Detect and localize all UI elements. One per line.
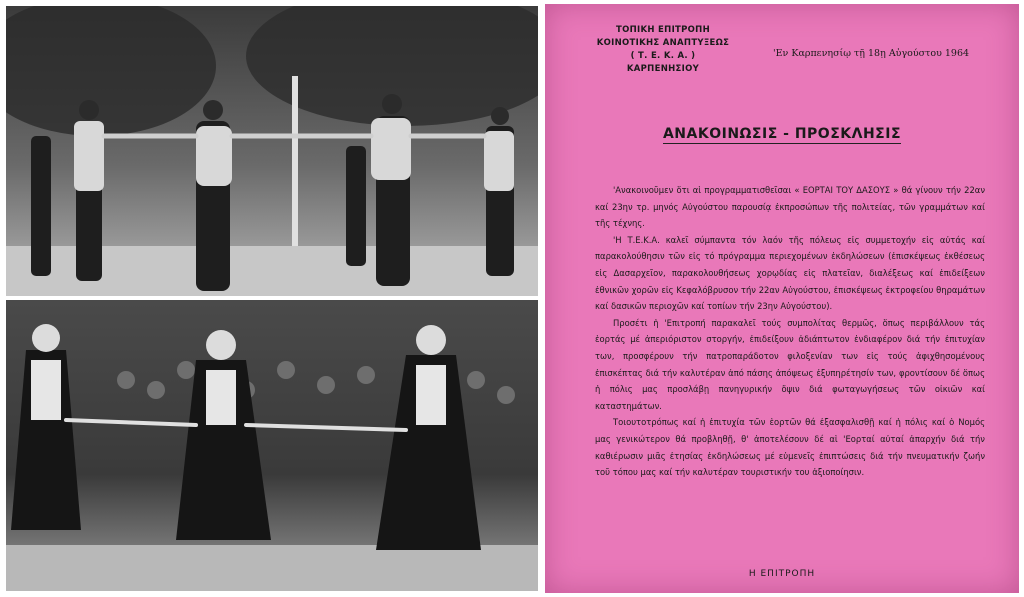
document-title — [545, 126, 1019, 142]
signature: Η ΕΠΙΤΡΟΠΗ — [748, 569, 816, 579]
announcement-document — [545, 4, 1019, 593]
photo-traditional-dancers — [6, 300, 538, 591]
photo-outdoor-dance-image — [6, 6, 538, 296]
body-paragraph: Τοιουτοτρόπως καί ἡ ἐπιτυχία τῶν ἑορτῶν θά ἐξασφαλισθῇ καί ἡ πόλις καί ὁ Νομός μας γενικώτερον θά προβληθῇ, θ' ἀποτελέσουν δέ αἱ 'Εορταί αὐταί ἀπαρχήν διά τήν καθιέρωσιν μιᾶς ἐτησίας ἐκδηλώσεως μέ εὐμενεῖς ἐπιπτώσεις διά τήν πνευματικήν ζωήν τοῦ τόπου μας καί τήν καλυτέραν τουριστικήν του ἀξιοποίησιν. — [595, 417, 985, 478]
document-date: 'Εν Καρπενησίῳ τῇ 18ῃ Αὐγούστου 1964 — [773, 48, 970, 59]
photo-outdoor-dance — [6, 6, 538, 296]
org-line: ΚΑΡΠΕΝΗΣΙΟΥ — [626, 64, 700, 74]
org-line: ΤΟΠΙΚΗ ΕΠΙΤΡΟΠΗ — [615, 25, 711, 35]
issuing-committee-header — [593, 24, 733, 76]
body-paragraph: 'Ανακοινοῦμεν ὅτι αἱ προγραμματισθεῖσαι « ΕΟΡΤΑΙ ΤΟΥ ΔΑΣΟΥΣ » θά γίνουν τήν 22αν καί 23ην τρ. μηνός Αὐγούστου παρουσίᾳ ἐκπροσώπων τῆς πολιτείας, τῶν γραμμάτων καί τῆς τέχνης. — [595, 185, 985, 229]
org-line: ( Τ. Ε. Κ. Α. ) — [630, 51, 696, 61]
document-title-text: ΑΝΑΚΟΙΝΩΣΙΣ - ΠΡΟΣΚΛΗΣΙΣ — [662, 126, 902, 142]
org-line: ΚΟΙΝΟΤΙΚΗΣ ΑΝΑΠΤΥΞΕΩΣ — [596, 38, 730, 48]
document-body — [595, 182, 985, 481]
photo-traditional-dancers-image — [6, 300, 538, 591]
body-paragraph: Προσέτι ἡ 'Επιτροπή παρακαλεῖ τούς συμπολίτας θερμῶς, ὅπως περιβάλλουν τάς ἑορτάς μέ ἀπεριόριστον στοργήν, ἐπιδείξουν ἀδιάπτωτον ἐνδιαφέρον διά τήν ἐπιτυχίαν των, προσφέρουν τήν πατροπαράδοτον φιλοξενίαν των εἰς τούς ἀφιχθησομένους ἐπισκέπτας διά τήν καλυτέραν ἀπό πάσης ἀπόψεως ἐξυπηρέτησίν των, φροντίσουν δέ ὅπως ἡ πόλις μας προσλάβῃ πανηγυρικήν ὄψιν διά φωταγωγήσεως τῶν οἰκιῶν καί καταστημάτων. — [595, 317, 985, 411]
body-paragraph: 'Η Τ.Ε.Κ.Α. καλεῖ σύμπαντα τόν λαόν τῆς πόλεως εἰς συμμετοχήν εἰς αὐτάς καί παρακολούθησιν τῶν εἰς τό πρόγραμμα περιεχομένων ἐκδηλώσεων (ἐπισκέψεως ἐκθέσεως εἰς Δασαρχεῖον, παρακολουθήσεως χορῳδίας εἰς πλατεῖαν, διαλέξεως καί ἐπιδείξεων ἐθνικῶν χορῶν εἰς Κεφαλόβρυσον τήν 22αν Αὐγούστου, ἐπισκέψεως ἐκτροφείου θηραμάτων καί δασικῶν περιοχῶν καί τοπίων τήν 23ην Αὐγούστου). — [595, 234, 985, 312]
